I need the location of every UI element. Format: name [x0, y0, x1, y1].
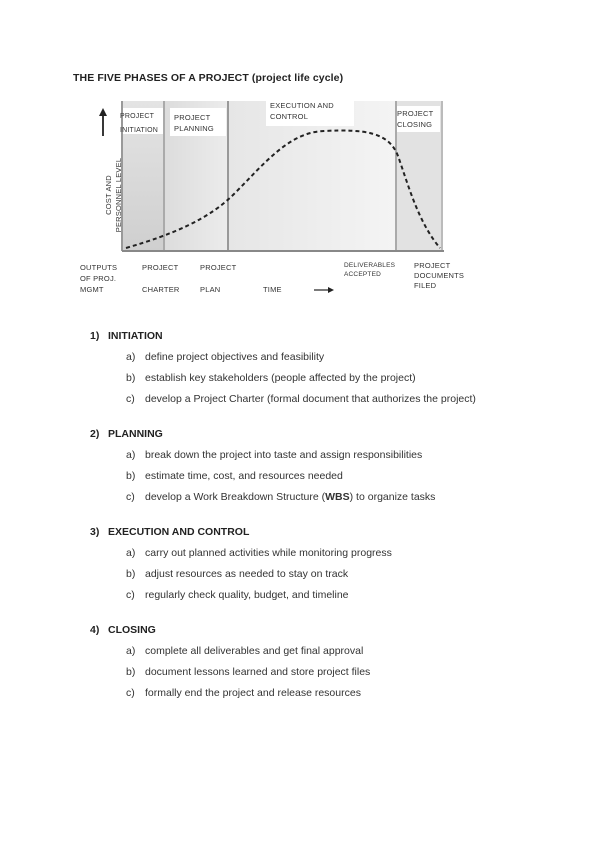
section-planning	[90, 424, 560, 508]
section-heading: 3) EXECUTION AND CONTROL	[90, 526, 250, 538]
phase-label-planning: PROJECT PLANNING	[174, 113, 214, 133]
list-item: c) regularly check quality, budget, and timeline	[126, 589, 349, 601]
phase-label-execution: EXECUTION AND CONTROL	[270, 101, 334, 121]
y-axis-label: COST AND PERSONNEL LEVEL	[104, 157, 123, 233]
list-item: b) establish key stakeholders (people affected by the project)	[126, 372, 416, 384]
documents-label: PROJECT DOCUMENTS FILED	[414, 261, 465, 290]
time-label: TIME	[263, 285, 282, 294]
life-cycle-diagram	[74, 94, 474, 299]
deliverables-label: DELIVERABLES ACCEPTED	[344, 262, 396, 278]
section-closing	[90, 620, 560, 704]
outputs-label: OUTPUTS OF PROJ. MGMT	[80, 263, 118, 294]
project-plan-label: PROJECT PLAN	[200, 263, 237, 294]
section-heading: 1) INITIATION	[90, 330, 163, 342]
list-item: c) develop a Project Charter (formal document that authorizes the project)	[126, 393, 476, 405]
y-axis-arrowhead	[99, 108, 107, 116]
list-item: c) develop a Work Breakdown Structure (WBS) to organize tasks	[126, 491, 436, 503]
list-item: a) carry out planned activities while monitoring progress	[126, 547, 392, 559]
section-heading: 2) PLANNING	[90, 428, 163, 440]
title-main: THE FIVE PHASES OF A PROJECT	[73, 72, 249, 84]
phase-label-closing: PROJECT CLOSING	[397, 109, 434, 129]
section-heading: 4) CLOSING	[90, 624, 156, 636]
list-item: a) complete all deliverables and get final approval	[126, 645, 364, 657]
phase-outline	[90, 326, 560, 718]
time-arrowhead	[328, 287, 334, 293]
list-item: b) document lessons learned and store project files	[126, 666, 371, 678]
page-title	[73, 72, 343, 84]
list-item: a) define project objectives and feasibility	[126, 351, 325, 363]
phase-label-initiation: PROJECT INITIATION	[120, 113, 159, 134]
section-initiation	[90, 326, 560, 410]
title-sub: (project life cycle)	[251, 72, 344, 84]
project-charter-label: PROJECT CHARTER	[142, 263, 180, 294]
section-execution	[90, 522, 560, 606]
list-item: a) break down the project into taste and assign responsibilities	[126, 449, 423, 461]
list-item: b) estimate time, cost, and resources needed	[126, 470, 343, 482]
list-item: c) formally end the project and release resources	[126, 687, 361, 699]
list-item: b) adjust resources as needed to stay on track	[126, 568, 349, 580]
